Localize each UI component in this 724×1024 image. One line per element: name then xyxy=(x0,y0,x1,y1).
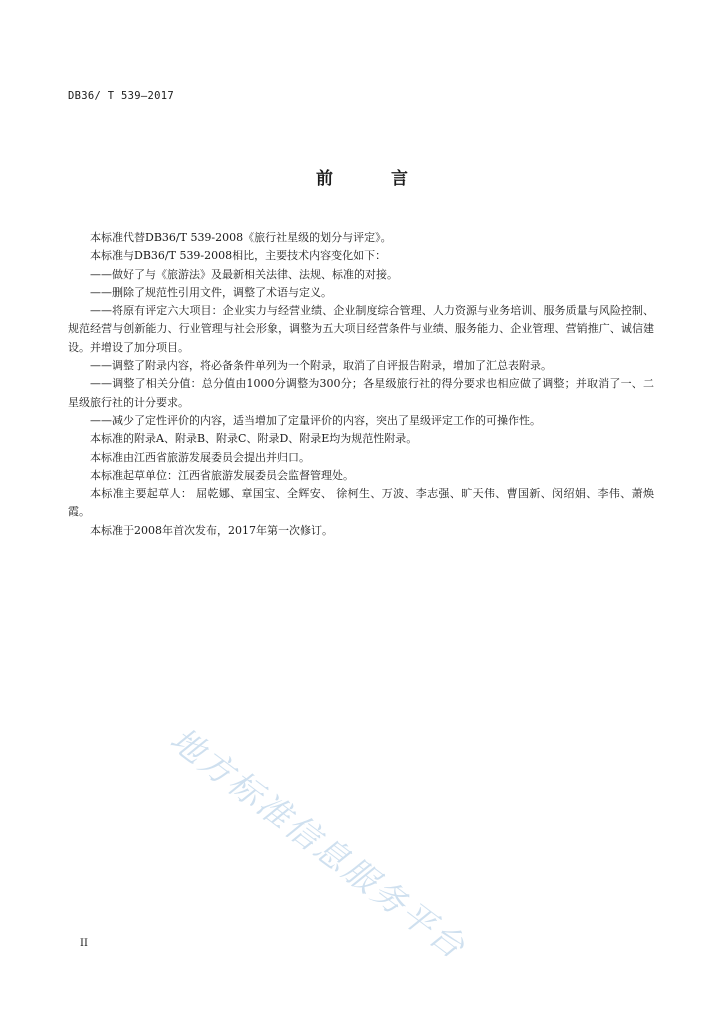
foreword-body xyxy=(68,229,654,540)
paragraph: 本标准与DB36/T 539-2008相比，主要技术内容变化如下： xyxy=(90,249,387,263)
paragraph: ——做好了与《旅游法》及最新相关法律、法规、标准的对接。 xyxy=(90,267,398,281)
page-number: II xyxy=(80,938,88,949)
watermark: 地方标准信息服务平台 xyxy=(163,719,475,968)
standard-code: DB36/ T 539—2017 xyxy=(68,90,174,102)
paragraph: ——调整了相关分值：总分值由1000分调整为300分；各星级旅行社的得分要求也相应做了调整；并取消了一、二星级旅行社的计分要求。 xyxy=(68,377,654,409)
paragraph: 本标准起草单位：江西省旅游发展委员会监督管理处。 xyxy=(90,468,354,482)
paragraph: 本标准于2008年首次发布，2017年第一次修订。 xyxy=(90,523,333,537)
paragraph: ——删除了规范性引用文件，调整了术语与定义。 xyxy=(90,285,332,299)
paragraph: 本标准的附录A、附录B、附录C、附录D、附录E均为规范性附录。 xyxy=(90,432,418,446)
paragraph: 本标准主要起草人： 屈乾娜、章国宝、全辉安、 徐柯生、万波、李志强、旷天伟、曹国新、闵绍娟、李伟、萧焕霞。 xyxy=(68,487,654,519)
paragraph: ——将原有评定六大项目：企业实力与经营业绩、企业制度综合管理、人力资源与业务培训、服务质量与风险控制、规范经营与创新能力、行业管理与社会形象，调整为五大项目经营条件与业绩、服务能力、企业管理、营销推广、诚信建设。并增设了加分项目。 xyxy=(68,304,654,354)
paragraph: 本标准由江西省旅游发展委员会提出并归口。 xyxy=(90,450,310,464)
paragraph: ——减少了定性评价的内容，适当增加了定量评价的内容，突出了星级评定工作的可操作性。 xyxy=(90,413,541,427)
page-title: 前 言 xyxy=(316,169,434,189)
paragraph: 本标准代替DB36/T 539-2008《旅行社星级的划分与评定》。 xyxy=(90,231,392,244)
paragraph: ——调整了附录内容，将必备条件单列为一个附录，取消了自评报告附录，增加了汇总表附录。 xyxy=(90,359,552,373)
